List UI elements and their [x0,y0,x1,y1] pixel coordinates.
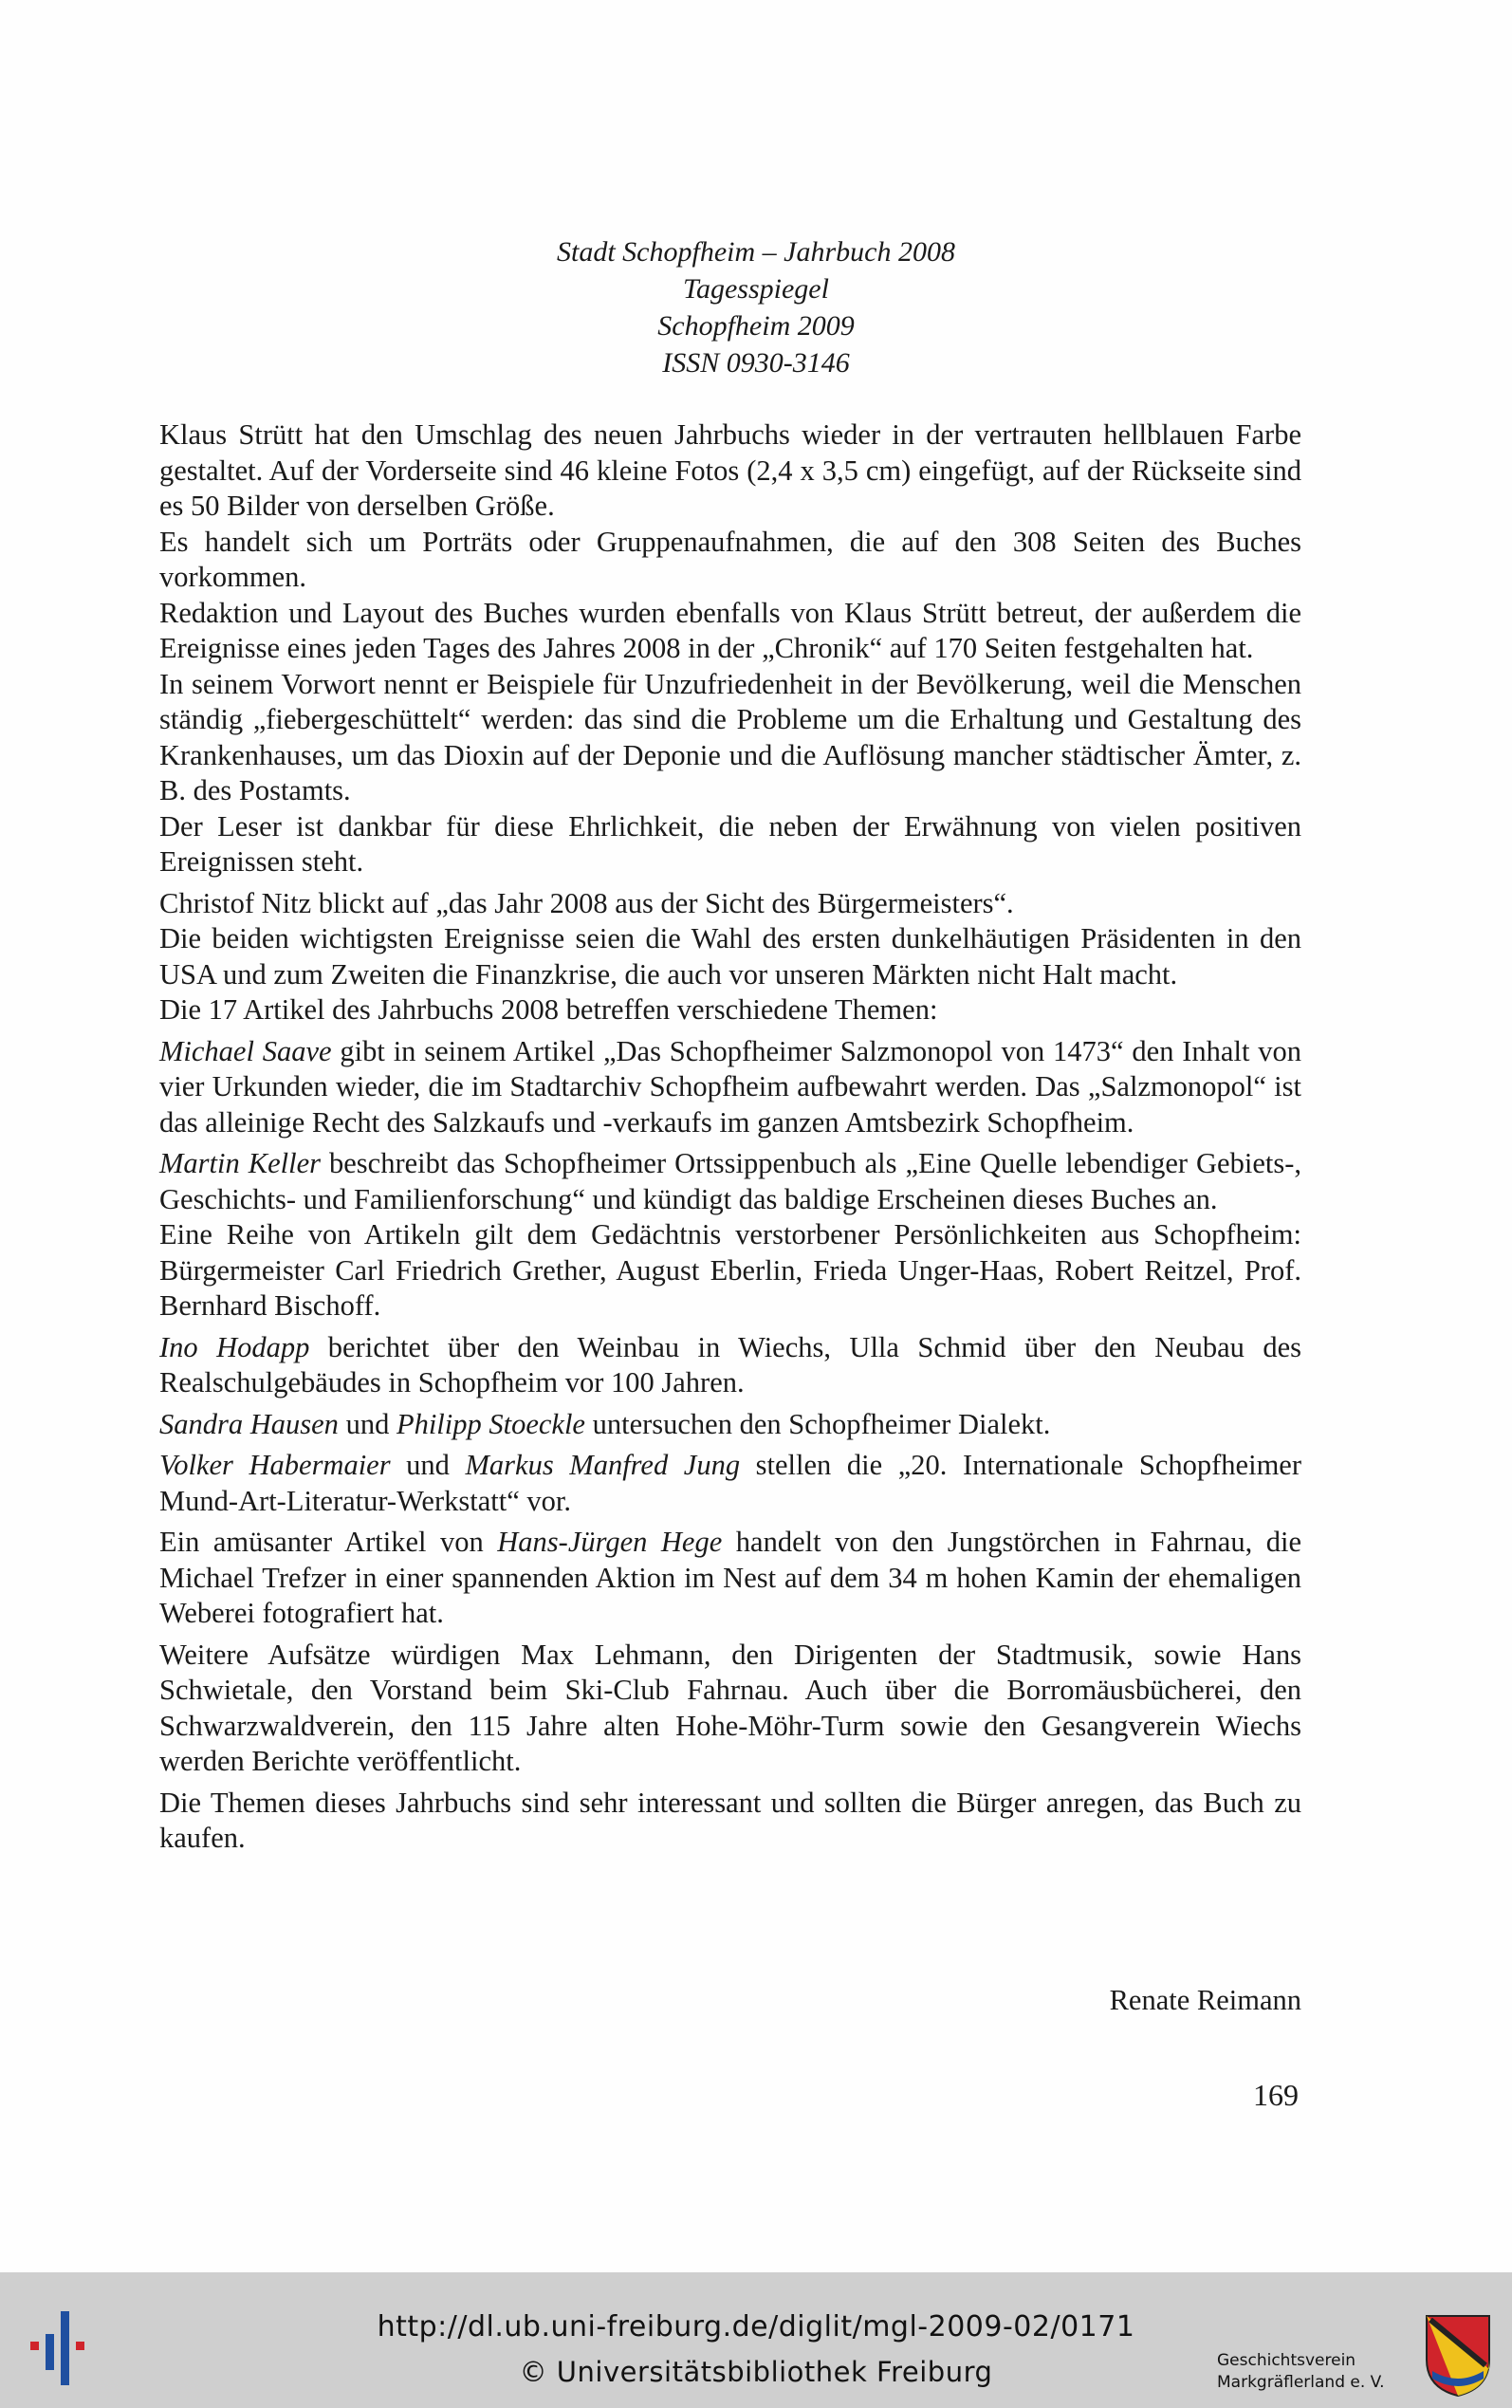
author-name: Sandra Hausen [159,1407,339,1440]
paragraph-text: handelt von den Jungstörchen in Fahrnau, die Michael Trefzer in einer spannenden Aktion im Nest auf dem 34 m hohen Kamin der ehemaligen Weberei fotografiert hat. [159,1526,1302,1629]
review-paragraph [159,596,1301,667]
paragraph-text: und [390,1449,466,1481]
book-issn: ISSN 0930-3146 [662,347,850,379]
book-title: Stadt Schopfheim – Jahrbuch 2008 [557,236,955,268]
review-paragraph [159,1638,1301,1780]
paragraph-text: stellen die „20. Internationale Schopfheimer Mund-Art-Literatur-Werkstatt“ vor. [159,1449,1301,1517]
review-signature: Renate Reimann [1109,1984,1301,2016]
org-name-line1: Geschichtsverein [1217,2351,1356,2370]
review-paragraph [159,1146,1301,1217]
paragraph-text: Klaus Strütt hat den Umschlag des neuen Jahrbuchs wieder in der vertrauten hellblauen Farbe gestaltet. Auf der Vorderseite sind 46 kleine Fotos (2,4 x 3,5 cm) eingefügt, auf der Rückseite sind es 50 Bilder von derselben Größe. [159,418,1301,522]
paragraph-text: Christof Nitz blickt auf „das Jahr 2008 aus der Sicht des Bürgermeisters“. [159,886,1014,919]
coat-of-arms-icon [1423,2312,1493,2399]
footer-url-link[interactable]: http://dl.ub.uni-freiburg.de/diglit/mgl-2009-02/0171 [377,2310,1135,2343]
org-name-line2: Markgräflerland e. V. [1217,2373,1385,2392]
review-paragraph [159,1034,1301,1141]
paragraph-text: Redaktion und Layout des Buches wurden ebenfalls von Klaus Strütt betreut, der außerdem die Ereignisse eines jeden Tages des Jahres 2008 in der „Chronik“ auf 170 Seiten festgehalten hat. [159,596,1301,664]
paragraph-text: und [338,1407,396,1440]
review-paragraph [159,1217,1301,1324]
review-paragraph [159,1330,1301,1401]
review-paragraph [159,525,1301,596]
footer-organization [1217,2350,1426,2394]
paragraph-text: berichtet über den Weinbau in Wiechs, Ulla Schmid über den Neubau des Realschulgebäudes in Schopfheim vor 100 Jahren. [159,1330,1302,1398]
paragraph-text: beschreibt das Schopfheimer Ortssippenbuch als „Eine Quelle lebendiger Gebiets-, Geschichts- und Familienforschung“ und kündigt das baldige Erscheinen dieses Buches an. [159,1147,1301,1215]
author-name: Ino Hodapp [159,1330,310,1363]
author-name: Hans-Jürgen Hege [497,1526,723,1558]
paragraph-text: Die Themen dieses Jahrbuchs sind sehr interessant und sollten die Bürger anregen, das Buch zu kaufen. [159,1786,1301,1854]
author-name: Volker Habermaier [159,1449,391,1481]
review-paragraph [159,1786,1301,1857]
book-place-year: Schopfheim 2009 [657,310,855,342]
author-name: Philipp Stoeckle [396,1407,585,1440]
footer-copyright: © Universitätsbibliothek Freiburg [519,2356,993,2388]
page-number: 169 [1253,2078,1299,2112]
review-paragraph [159,992,1301,1028]
author-name: Michael Saave [159,1034,332,1067]
paragraph-text: Die 17 Artikel des Jahrbuchs 2008 betreffen verschiedene Themen: [159,993,938,1026]
review-paragraph [159,921,1301,992]
review-paragraph [159,1525,1301,1632]
book-header [0,233,1512,381]
review-paragraph [159,417,1301,525]
paragraph-text: Ein amüsanter Artikel von [159,1526,498,1558]
digital-library-footer [0,2272,1512,2408]
book-subtitle: Tagesspiegel [683,273,829,305]
review-paragraph [159,1448,1301,1519]
paragraph-text: untersuchen den Schopfheimer Dialekt. [584,1407,1051,1440]
paragraph-text: Weitere Aufsätze würdigen Max Lehmann, den Dirigenten der Stadtmusik, sowie Hans Schwietale, den Vorstand beim Ski-Club Fahrnau. Auch über die Borromäusbücherei, den Schwarzwaldverein, den 115 Jahre alten Hohe-Möhr-Turm sowie den Gesangverein Wiechs werden Berichte veröffentlicht. [159,1638,1301,1777]
review-paragraph [159,667,1301,809]
review-paragraph [159,886,1301,922]
paragraph-text: Eine Reihe von Artikeln gilt dem Gedächtnis verstorbener Persönlichkeiten aus Schopfheim: Bürgermeister Carl Friedrich Grether, August Eberlin, Frieda Unger-Haas, Robert Reitzel, Prof. Bernhard Bischoff. [159,1218,1301,1322]
paragraph-text: gibt in seinem Artikel „Das Schopfheimer Salzmonopol von 1473“ den Inhalt von vier Urkunden wieder, die im Stadtarchiv Schopfheim aufbewahrt werden. Das „Salzmonopol“ ist das alleinige Recht des Salzkaufs und -verkaufs im ganzen Amtsbezirk Schopfheim. [159,1034,1301,1139]
paragraph-text: Es handelt sich um Porträts oder Gruppenaufnahmen, die auf den 308 Seiten des Buches vorkommen. [159,525,1301,593]
paragraph-text: Der Leser ist dankbar für diese Ehrlichkeit, die neben der Erwähnung von vielen positiven Ereignissen steht. [159,809,1301,878]
author-name: Markus Manfred Jung [465,1449,741,1481]
author-name: Martin Keller [159,1147,321,1179]
paragraph-text: In seinem Vorwort nennt er Beispiele für Unzufriedenheit in der Bevölkerung, weil die Menschen ständig „fiebergeschüttelt“ werden: das sind die Probleme um die Erhaltung und Gestaltung des Krankenhauses, um das Dioxin auf der Deponie und die Auflösung mancher städtischer Ämter, z. B. des Postamts. [159,667,1301,806]
review-paragraph [159,809,1301,880]
paragraph-text: Die beiden wichtigsten Ereignisse seien die Wahl des ersten dunkelhäutigen Präsidenten in den USA und zum Zweiten die Finanzkrise, die auch vor unseren Märkten nicht Halt macht. [159,922,1301,991]
review-paragraph [159,1407,1301,1443]
review-body [159,417,1301,1857]
